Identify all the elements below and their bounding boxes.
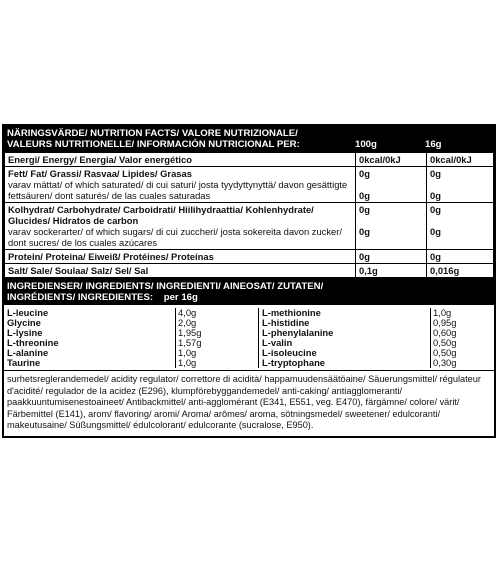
nutrient-value-16g: 0kcal/0kJ [430, 154, 472, 165]
nutrition-table [4, 152, 494, 278]
ingredient-name: L-lysine [7, 327, 43, 338]
ingredient-name: L-histidine [262, 317, 310, 328]
nutrient-value-100g: 0g [359, 204, 370, 215]
ingredient-name: L-leucine [7, 307, 49, 318]
nutrition-title-line1: NÄRINGSVÄRDE/ NUTRITION FACTS/ VALORE NUTRIZIONALE/ [7, 128, 298, 139]
ingredient-amount: 1,0g [178, 357, 197, 368]
nutrient-name: Energi/ Energy/ Energia/ Valor energético [8, 154, 192, 165]
ingredients-list [4, 305, 494, 371]
ingredient-name: L-isoleucine [262, 347, 317, 358]
nutrient-value-100g: 0g [359, 168, 370, 179]
nutrition-header [4, 126, 494, 152]
nutrient-value-100g: 0kcal/0kJ [359, 154, 401, 165]
ingredient-name: L-alanine [7, 347, 49, 358]
nutrient-name: Kolhydrat/ Carbohydrate/ Carboidrati/ Hiilihydraattia/ Kohlenhydrate/ Glucides/ Hidratos de carbon [8, 204, 314, 226]
ingredient-name: L-phenylalanine [262, 327, 334, 338]
nutrient-sub-name: varav sockerarter/ of which sugars/ di cui zuccheri/ josta sokereita davon zucker/ dont sucres/ de los cuales azúcares [8, 226, 342, 248]
nutrition-row [5, 167, 494, 203]
ingredient-amount: 1,0g [178, 347, 197, 358]
ingredient-amount: 2,0g [178, 317, 197, 328]
nutrient-name: Fett/ Fat/ Grassi/ Rasvaa/ Lipides/ Grasas [8, 168, 192, 179]
nutrient-sub-value-100g: 0g [359, 226, 370, 237]
ingredient-amount: 1,57g [178, 337, 202, 348]
nutrient-sub-value-100g: 0g [359, 190, 370, 201]
ingredients-per: per 16g [163, 292, 198, 303]
ingredients-header [4, 278, 494, 305]
nutrient-name: Protein/ Proteina/ Eiweiß/ Protéines/ Proteínas [8, 251, 214, 262]
ingredients-left-column [7, 308, 258, 368]
nutrient-value-16g: 0g [430, 168, 441, 179]
ingredient-name: Taurine [7, 357, 41, 368]
nutrition-label [2, 124, 496, 438]
ingredients-right-column [258, 308, 489, 368]
ingredient-amount: 0,30g [433, 357, 457, 368]
ingredient-amount: 0,50g [433, 347, 457, 358]
ingredients-title-line2: INGRÉDIENTS/ INGREDIENTES: [7, 292, 154, 303]
ingredient-name: Glycine [7, 317, 41, 328]
ingredient-amount: 0,50g [433, 337, 457, 348]
ingredient-name: L-tryptophane [262, 357, 326, 368]
nutrition-row [5, 153, 494, 167]
nutrition-row [5, 250, 494, 264]
nutrient-sub-value-16g: 0g [430, 226, 441, 237]
column-header-100g: 100g [355, 139, 377, 150]
nutrition-title-line2: VALEURS NUTRITIONELLE/ INFORMACIÓN NUTRICIONAL PER: [7, 139, 300, 150]
nutrient-value-100g: 0g [359, 251, 370, 262]
ingredient-name: L-valin [262, 337, 293, 348]
nutrition-row [5, 264, 494, 278]
nutrient-name: Salt/ Sale/ Soulaa/ Salz/ Sel/ Sal [8, 265, 149, 276]
ingredient-amount: 0,60g [433, 327, 457, 338]
column-header-16g: 16g [425, 139, 442, 150]
ingredients-title-line1: INGREDIENSER/ INGREDIENTS/ INGREDIENTI/ AINEOSAT/ ZUTATEN/ [7, 281, 324, 292]
ingredient-amount: 1,0g [433, 307, 452, 318]
nutrient-value-100g: 0,1g [359, 265, 378, 276]
nutrient-sub-value-16g: 0g [430, 190, 441, 201]
ingredient-amount: 1,95g [178, 327, 202, 338]
nutrient-sub-name: varav mättat/ of which saturated/ di cui saturi/ josta tyydyttynyttä/ davon gesättigte fettsäuren/ dont saturés/ de las cuales saturadas [8, 179, 348, 201]
ingredient-amount: 0,95g [433, 317, 457, 328]
additives-text: surhetsreglerandemedel/ acidity regulator/ correttore di acidità/ happamuudensäätöaine/ Säuerungsmittel/ régulateur d'acidité/ regulador de la acidez (E296), klumpförebyggandemedel/ anti-caking/ antiagglomeranti/ paakkuuntumisenestoaineet/ Antibackmittel/ anti-agglomérant (E341, E551, veg. E470), färgämne/ colore/ värit/ Färbemittel (E141), arom/ flavoring/ aromi/ Aroma/ arômes/ aroma, sötningsmedel/ sweetener/ edulcoranti/ makeutusaine/ Süßungsmittel/ édulcolorant/ edulcorante (sucralose, E950). [7, 374, 481, 430]
nutrient-value-16g: 0g [430, 251, 441, 262]
nutrient-value-16g: 0g [430, 204, 441, 215]
nutrient-value-16g: 0,016g [430, 265, 460, 276]
ingredient-amount: 4,0g [178, 307, 197, 318]
ingredient-name: L-methionine [262, 307, 321, 318]
ingredient-name: L-threonine [7, 337, 59, 348]
nutrition-row [5, 203, 494, 250]
